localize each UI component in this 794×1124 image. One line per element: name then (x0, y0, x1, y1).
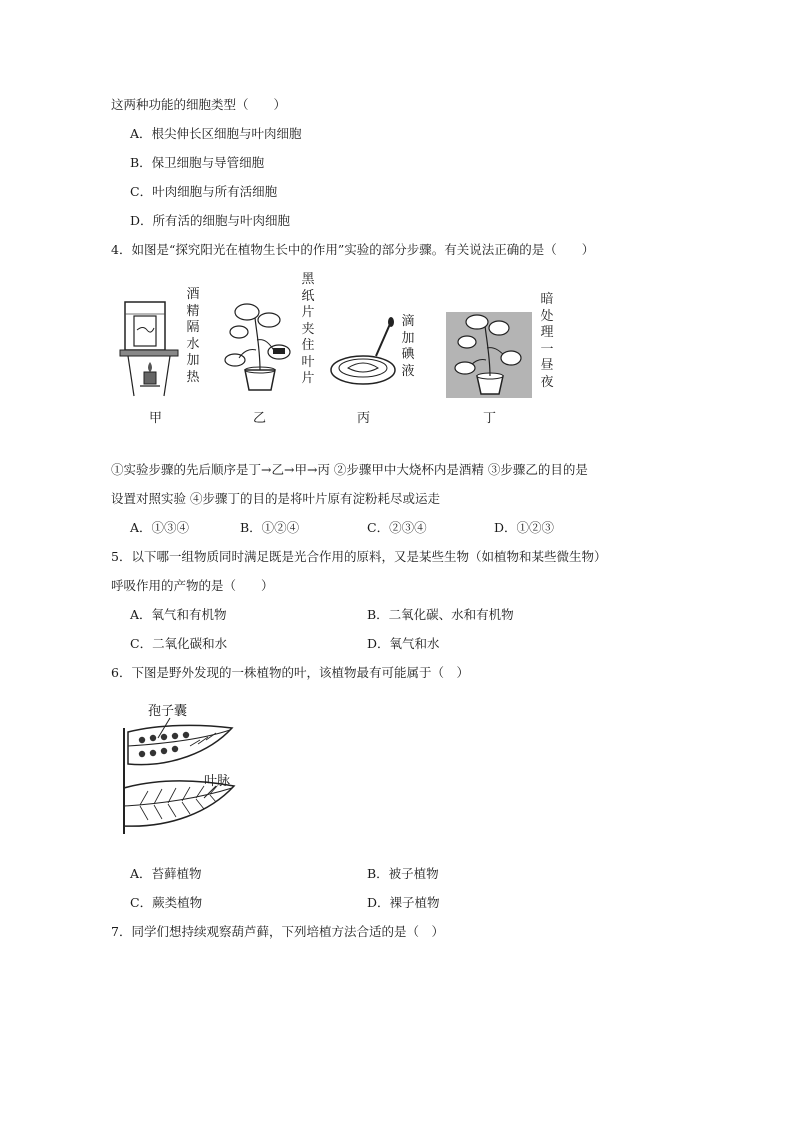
q4-option-b: B．①②④ (240, 520, 300, 535)
q6-option-b: B．被子植物 (367, 866, 439, 881)
annotation-dark-treatment: 暗处理一昼夜 (540, 292, 554, 390)
label-sporangium: 孢子囊 (148, 704, 188, 719)
q6-option-c: C．蕨类植物 (130, 895, 203, 910)
step-label-yi: 乙 (253, 411, 267, 426)
q3-option-b: B．保卫细胞与导管细胞 (130, 155, 265, 170)
q3-option-a: A．根尖伸长区细胞与叶肉细胞 (130, 126, 302, 141)
q3-option-c: C．叶肉细胞与所有活细胞 (130, 184, 278, 199)
q6-stem: 6．下图是野外发现的一株植物的叶，该植物最有可能属于（ ） (111, 665, 469, 680)
step-label-bing: 丙 (357, 411, 371, 426)
q4-option-d: D．①②③ (494, 520, 555, 535)
q5-option-c: C．二氧化碳和水 (130, 636, 228, 651)
q5-option-a: A．氧气和有机物 (130, 607, 227, 622)
petri-dish-dropper-illustration (328, 318, 403, 390)
q5-stem-line2: 呼吸作用的产物的是（ ） (111, 578, 274, 593)
q3-stem-continuation: 这两种功能的细胞类型（ ） (111, 97, 287, 112)
q5-option-d: D．氧气和水 (367, 636, 440, 651)
annotation-iodine: 滴加碘液 (401, 314, 415, 379)
q3-option-d: D．所有活的细胞与叶肉细胞 (130, 213, 291, 228)
step-label-ding: 丁 (483, 411, 497, 426)
alcohol-water-bath-illustration (120, 300, 190, 400)
q6-option-d: D．裸子植物 (367, 895, 440, 910)
label-leaf-vein: 叶脉 (204, 774, 231, 789)
q6-option-a: A．苔藓植物 (130, 866, 202, 881)
q4-option-c: C．②③④ (367, 520, 427, 535)
q7-stem: 7．同学们想持续观察葫芦藓，下列培植方法合适的是（ ） (111, 924, 444, 939)
q5-stem-line1: 5．以下哪一组物质同时满足既是光合作用的原料，又是某些生物（如植物和某些微生物） (111, 549, 607, 564)
dark-treatment-plant-illustration (451, 314, 527, 398)
q5-option-b: B．二氧化碳、水和有机物 (367, 607, 514, 622)
annotation-alcohol-heating: 酒精隔水加热 (186, 287, 200, 385)
q4-statements-line2: 设置对照实验 ④步骤丁的目的是将叶片原有淀粉耗尽或运走 (111, 491, 440, 506)
potted-plant-black-paper-illustration (225, 300, 295, 392)
step-label-jia: 甲 (149, 411, 163, 426)
q4-stem: 4．如图是“探究阳光在植物生长中的作用”实验的部分步骤。有关说法正确的是（ ） (111, 242, 595, 257)
q4-option-a: A．①③④ (130, 520, 190, 535)
annotation-black-paper: 黑纸片夹住叶片 (301, 272, 315, 386)
q4-statements-line1: ①实验步骤的先后顺序是丁→乙→甲→丙 ②步骤甲中大烧杯内是酒精 ③步骤乙的目的是 (111, 462, 588, 477)
